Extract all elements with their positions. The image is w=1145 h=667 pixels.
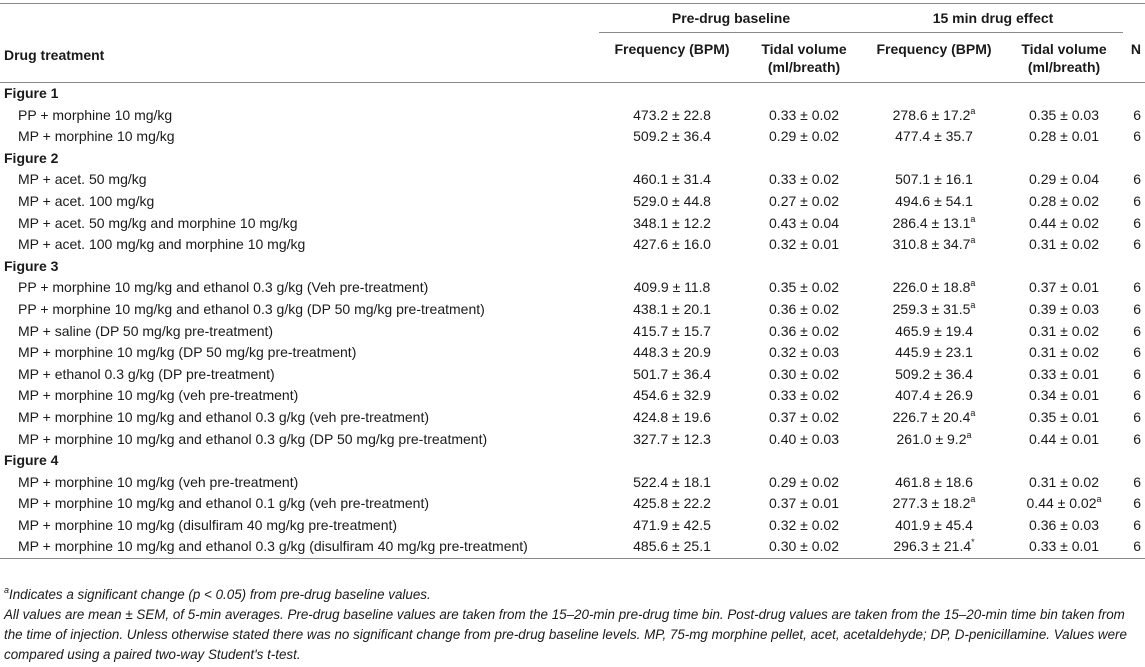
cell-pre-tidal <box>745 407 863 429</box>
cell-drug-treatment <box>0 126 599 148</box>
cell-n <box>1123 213 1145 235</box>
group-header-pre: Pre-drug baseline <box>599 4 863 33</box>
cell-drug-treatment-value: MP + saline (DP 50 mg/kg pre-treatment) <box>18 322 274 339</box>
cell-post-frequency-value: 509.2 ± 36.4 <box>895 365 973 382</box>
cell-post-tidal-value: 0.37 ± 0.01 <box>1029 279 1099 296</box>
cell-n-value: 6 <box>1133 495 1142 512</box>
table-row <box>0 321 1145 343</box>
section-row <box>0 148 1145 170</box>
cell-pre-tidal <box>745 342 863 364</box>
table-footnotes <box>4 585 1139 665</box>
cell-post-tidal <box>1005 213 1123 235</box>
cell-pre-tidal <box>745 234 863 256</box>
cell-pre-frequency-value: 529.0 ± 44.8 <box>633 192 711 209</box>
significance-marker: a <box>970 105 976 116</box>
cell-n-value: 6 <box>1133 473 1142 490</box>
table-row <box>0 472 1145 494</box>
cell-post-frequency-value: 407.4 ± 26.9 <box>895 387 973 404</box>
cell-post-tidal-value: 0.33 ± 0.01 <box>1029 365 1099 382</box>
cell-pre-frequency-value: 501.7 ± 36.4 <box>633 365 711 382</box>
cell-drug-treatment-value: PP + morphine 10 mg/kg and ethanol 0.3 g/kg (DP 50 mg/kg pre-treatment) <box>18 300 485 317</box>
cell-post-tidal-value: 0.44 ± 0.02 <box>1026 495 1097 512</box>
cell-pre-frequency <box>599 234 745 256</box>
cell-post-tidal <box>1005 277 1123 299</box>
significance-footnote: $^a$Indicates a significant change (p < 0.05) from pre-drug baseline values. <box>4 585 431 602</box>
cell-drug-treatment-value: MP + morphine 10 mg/kg (veh pre-treatment) <box>18 387 299 404</box>
cell-drug-treatment <box>0 213 599 235</box>
cell-pre-frequency <box>599 169 745 191</box>
cell-n <box>1123 472 1145 494</box>
cell-pre-frequency <box>599 407 745 429</box>
cell-drug-treatment-value: PP + morphine 10 mg/kg <box>18 106 173 123</box>
cell-pre-tidal <box>745 126 863 148</box>
table-row <box>0 536 1145 558</box>
cell-pre-frequency-value: 438.1 ± 20.1 <box>633 300 711 317</box>
table-row <box>0 407 1145 429</box>
cell-pre-tidal-value: 0.32 ± 0.03 <box>769 344 839 361</box>
cell-drug-treatment <box>0 234 599 256</box>
cell-post-frequency-value: 226.7 ± 20.4 <box>892 408 971 425</box>
cell-pre-tidal-value: 0.33 ± 0.02 <box>769 106 839 123</box>
cell-pre-tidal <box>745 191 863 213</box>
cell-post-frequency-value: 465.9 ± 19.4 <box>895 322 973 339</box>
cell-pre-tidal <box>745 385 863 407</box>
cell-pre-tidal <box>745 105 863 127</box>
cell-n <box>1123 191 1145 213</box>
cell-pre-frequency-value: 348.1 ± 12.2 <box>633 214 711 231</box>
cell-pre-frequency <box>599 472 745 494</box>
cell-post-frequency <box>863 105 1005 127</box>
cell-n-value: 6 <box>1133 430 1142 447</box>
cell-post-tidal-value: 0.31 ± 0.02 <box>1029 473 1099 490</box>
cell-pre-tidal-value: 0.36 ± 0.02 <box>769 300 839 317</box>
cell-pre-tidal <box>745 277 863 299</box>
cell-drug-treatment-value: MP + morphine 10 mg/kg <box>18 128 175 145</box>
cell-pre-frequency-value: 522.4 ± 18.1 <box>633 473 711 490</box>
cell-post-tidal <box>1005 105 1123 127</box>
cell-post-tidal-value: 0.39 ± 0.03 <box>1029 300 1099 317</box>
cell-drug-treatment-value: MP + morphine 10 mg/kg and ethanol 0.1 g/kg (veh pre-treatment) <box>18 495 430 512</box>
cell-post-frequency <box>863 385 1005 407</box>
cell-n-value: 6 <box>1133 408 1142 425</box>
cell-post-frequency <box>863 536 1005 558</box>
cell-post-frequency-value: 296.3 ± 21.4 <box>893 538 972 555</box>
cell-post-frequency-value: 277.3 ± 18.2 <box>892 495 971 512</box>
cell-n-value: 6 <box>1133 106 1142 123</box>
cell-pre-tidal-value: 0.40 ± 0.03 <box>769 430 839 447</box>
cell-post-tidal-value: 0.44 ± 0.01 <box>1029 430 1099 447</box>
cell-n-value: 6 <box>1133 538 1142 555</box>
significance-marker: * <box>971 537 975 548</box>
cell-post-tidal-value: 0.35 ± 0.03 <box>1029 106 1099 123</box>
cell-post-tidal <box>1005 126 1123 148</box>
table-row <box>0 493 1145 515</box>
cell-n <box>1123 385 1145 407</box>
cell-pre-frequency <box>599 191 745 213</box>
cell-pre-tidal <box>745 493 863 515</box>
cell-n-value: 6 <box>1133 192 1142 209</box>
cell-post-frequency-value: 310.8 ± 34.7 <box>892 236 971 253</box>
significance-marker: a <box>970 299 976 310</box>
cell-post-tidal <box>1005 407 1123 429</box>
cell-post-tidal <box>1005 342 1123 364</box>
cell-drug-treatment <box>0 169 599 191</box>
cell-n-value: 6 <box>1133 214 1142 231</box>
cell-pre-frequency-value: 471.9 ± 42.5 <box>633 516 711 533</box>
cell-pre-frequency <box>599 536 745 558</box>
cell-pre-frequency <box>599 126 745 148</box>
cell-n <box>1123 126 1145 148</box>
significance-marker: a <box>966 429 972 440</box>
table-row <box>0 191 1145 213</box>
cell-pre-tidal-value: 0.30 ± 0.02 <box>769 538 839 555</box>
cell-n <box>1123 277 1145 299</box>
cell-pre-frequency <box>599 277 745 299</box>
cell-drug-treatment <box>0 472 599 494</box>
cell-pre-frequency-value: 454.6 ± 32.9 <box>633 387 711 404</box>
cell-pre-frequency-value: 473.2 ± 22.8 <box>633 106 711 123</box>
cell-pre-tidal <box>745 429 863 451</box>
cell-post-tidal-value: 0.29 ± 0.04 <box>1029 171 1099 188</box>
cell-post-frequency-value: 261.0 ± 9.2 <box>896 430 967 447</box>
section-title: Figure 1 <box>4 85 59 101</box>
cell-pre-frequency <box>599 321 745 343</box>
cell-post-frequency <box>863 493 1005 515</box>
cell-pre-frequency-value: 460.1 ± 31.4 <box>633 171 711 188</box>
cell-post-frequency <box>863 299 1005 321</box>
table-row <box>0 169 1145 191</box>
cell-pre-tidal <box>745 472 863 494</box>
cell-n <box>1123 429 1145 451</box>
section-row <box>0 256 1145 278</box>
cell-n <box>1123 169 1145 191</box>
cell-post-tidal <box>1005 515 1123 537</box>
cell-pre-tidal <box>745 515 863 537</box>
cell-post-tidal-value: 0.31 ± 0.02 <box>1029 322 1099 339</box>
cell-drug-treatment-value: MP + acet. 100 mg/kg <box>18 192 155 209</box>
cell-pre-frequency <box>599 364 745 386</box>
cell-drug-treatment <box>0 321 599 343</box>
cell-pre-tidal-value: 0.29 ± 0.02 <box>769 128 839 145</box>
cell-post-tidal <box>1005 385 1123 407</box>
cell-post-frequency <box>863 191 1005 213</box>
cell-post-tidal <box>1005 234 1123 256</box>
cell-post-frequency-value: 494.6 ± 54.1 <box>895 192 973 209</box>
cell-post-frequency <box>863 126 1005 148</box>
cell-pre-frequency <box>599 105 745 127</box>
significance-marker: a <box>970 235 976 246</box>
data-table <box>0 3 1145 559</box>
cell-pre-tidal-value: 0.32 ± 0.02 <box>769 516 839 533</box>
cell-pre-frequency-value: 415.7 ± 15.7 <box>633 322 711 339</box>
general-footnote: All values are mean ± SEM, of 5-min averages. Pre-drug baseline values are taken from the 15–20-min pre-drug time bin. Post-drug values are taken from the 15–20-min time bin taken from the time of injection. Unless otherwise stated there was no significant change from pre-drug baseline levels. MP, 75-mg morphine pellet, acet, acetaldehyde; DP, D-penicillamine. Values were compared using a paired two-way Student's t-test. <box>4 607 1127 662</box>
cell-drug-treatment-value: MP + morphine 10 mg/kg and ethanol 0.3 g/kg (disulfiram 40 mg/kg pre-treatment) <box>18 538 528 555</box>
cell-drug-treatment <box>0 364 599 386</box>
cell-drug-treatment-value: MP + morphine 10 mg/kg (disulfiram 40 mg/kg pre-treatment) <box>18 516 398 533</box>
cell-pre-frequency-value: 485.6 ± 25.1 <box>633 538 711 555</box>
cell-pre-frequency <box>599 213 745 235</box>
cell-pre-tidal-value: 0.27 ± 0.02 <box>769 192 839 209</box>
cell-post-tidal-value: 0.36 ± 0.03 <box>1029 516 1099 533</box>
cell-pre-frequency-value: 448.3 ± 20.9 <box>633 344 711 361</box>
section-title: Figure 4 <box>4 452 59 469</box>
cell-drug-treatment-value: MP + acet. 50 mg/kg and morphine 10 mg/kg <box>18 214 298 231</box>
cell-n-value: 6 <box>1133 128 1142 145</box>
group-header-post: 15 min drug effect <box>863 4 1123 33</box>
cell-pre-frequency <box>599 515 745 537</box>
cell-post-frequency-value: 259.3 ± 31.5 <box>892 300 971 317</box>
column-header-post-frequency: Frequency (BPM) <box>863 33 1005 83</box>
cell-post-tidal-value: 0.31 ± 0.02 <box>1029 236 1099 253</box>
cell-drug-treatment <box>0 385 599 407</box>
cell-post-frequency <box>863 234 1005 256</box>
section-row <box>0 450 1145 472</box>
cell-n-value: 6 <box>1133 171 1142 188</box>
cell-drug-treatment <box>0 299 599 321</box>
column-header-post-tidal: Tidal volume (ml/breath) <box>1005 33 1123 83</box>
cell-pre-frequency <box>599 342 745 364</box>
cell-n-value: 6 <box>1133 387 1142 404</box>
cell-pre-frequency <box>599 429 745 451</box>
table-row <box>0 342 1145 364</box>
significance-marker: a <box>970 494 976 505</box>
cell-pre-tidal-value: 0.32 ± 0.01 <box>769 236 839 253</box>
table-row <box>0 364 1145 386</box>
cell-post-frequency <box>863 213 1005 235</box>
section-title: Figure 2 <box>4 149 59 166</box>
cell-drug-treatment-value: MP + morphine 10 mg/kg (veh pre-treatment) <box>18 473 299 490</box>
cell-post-frequency <box>863 321 1005 343</box>
cell-n-value: 6 <box>1133 236 1142 253</box>
cell-n <box>1123 299 1145 321</box>
significance-marker: a <box>970 278 976 289</box>
cell-n <box>1123 321 1145 343</box>
cell-drug-treatment <box>0 515 599 537</box>
table-row <box>0 385 1145 407</box>
cell-post-tidal <box>1005 429 1123 451</box>
significance-marker: a <box>1096 494 1102 505</box>
cell-drug-treatment <box>0 429 599 451</box>
cell-post-tidal <box>1005 191 1123 213</box>
cell-post-frequency <box>863 342 1005 364</box>
cell-drug-treatment <box>0 407 599 429</box>
cell-n <box>1123 515 1145 537</box>
cell-post-tidal <box>1005 493 1123 515</box>
cell-pre-tidal-value: 0.36 ± 0.02 <box>769 322 839 339</box>
cell-n <box>1123 105 1145 127</box>
cell-post-frequency-value: 445.9 ± 23.1 <box>895 344 973 361</box>
cell-post-frequency-value: 461.8 ± 18.6 <box>895 473 973 490</box>
cell-pre-tidal-value: 0.37 ± 0.01 <box>769 495 839 512</box>
table-row <box>0 105 1145 127</box>
column-header-pre-tidal: Tidal volume (ml/breath) <box>745 33 863 83</box>
cell-post-tidal <box>1005 169 1123 191</box>
cell-n-value: 6 <box>1133 516 1142 533</box>
cell-n-value: 6 <box>1133 322 1142 339</box>
cell-n <box>1123 536 1145 558</box>
column-header-n: N <box>1123 33 1145 83</box>
cell-pre-tidal-value: 0.43 ± 0.04 <box>769 214 839 231</box>
cell-post-frequency-value: 226.0 ± 18.8 <box>892 279 971 296</box>
cell-post-tidal-value: 0.34 ± 0.01 <box>1029 387 1099 404</box>
cell-post-tidal-value: 0.35 ± 0.01 <box>1029 408 1099 425</box>
column-header-pre-frequency: Frequency (BPM) <box>599 33 745 83</box>
cell-pre-frequency-value: 409.9 ± 11.8 <box>633 279 711 296</box>
table-row <box>0 299 1145 321</box>
cell-drug-treatment <box>0 493 599 515</box>
cell-post-tidal-value: 0.44 ± 0.02 <box>1029 214 1099 231</box>
cell-post-tidal <box>1005 472 1123 494</box>
cell-drug-treatment-value: MP + acet. 100 mg/kg and morphine 10 mg/kg <box>18 236 306 253</box>
cell-post-tidal <box>1005 364 1123 386</box>
cell-pre-tidal <box>745 213 863 235</box>
cell-pre-tidal-value: 0.30 ± 0.02 <box>769 365 839 382</box>
cell-pre-tidal <box>745 321 863 343</box>
cell-post-frequency <box>863 364 1005 386</box>
cell-post-frequency-value: 507.1 ± 16.1 <box>895 171 973 188</box>
cell-pre-frequency-value: 427.6 ± 16.0 <box>633 236 711 253</box>
cell-post-frequency <box>863 407 1005 429</box>
table-row <box>0 234 1145 256</box>
cell-post-tidal-value: 0.31 ± 0.02 <box>1029 344 1099 361</box>
table-header <box>0 4 1145 83</box>
table-row <box>0 213 1145 235</box>
cell-pre-tidal-value: 0.33 ± 0.02 <box>769 171 839 188</box>
cell-post-frequency <box>863 169 1005 191</box>
cell-drug-treatment-value: MP + morphine 10 mg/kg and ethanol 0.3 g/kg (DP 50 mg/kg pre-treatment) <box>18 430 488 447</box>
cell-pre-tidal-value: 0.33 ± 0.02 <box>769 387 839 404</box>
cell-pre-tidal <box>745 299 863 321</box>
table-row <box>0 515 1145 537</box>
cell-n-value: 6 <box>1133 344 1142 361</box>
table-row <box>0 126 1145 148</box>
cell-pre-frequency-value: 327.7 ± 12.3 <box>633 430 711 447</box>
cell-n <box>1123 342 1145 364</box>
table-body <box>0 83 1145 559</box>
cell-post-frequency-value: 477.4 ± 35.7 <box>895 128 973 145</box>
section-row <box>0 83 1145 105</box>
cell-drug-treatment-value: MP + morphine 10 mg/kg and ethanol 0.3 g/kg (veh pre-treatment) <box>18 408 430 425</box>
cell-pre-frequency <box>599 385 745 407</box>
significance-marker: a <box>970 407 976 418</box>
cell-n-value: 6 <box>1133 279 1142 296</box>
cell-post-frequency-value: 401.9 ± 45.4 <box>895 516 973 533</box>
cell-drug-treatment-value: PP + morphine 10 mg/kg and ethanol 0.3 g/kg (Veh pre-treatment) <box>18 279 429 296</box>
cell-pre-frequency-value: 425.8 ± 22.2 <box>633 495 711 512</box>
table-row <box>0 277 1145 299</box>
cell-post-frequency <box>863 472 1005 494</box>
cell-drug-treatment-value: MP + ethanol 0.3 g/kg (DP pre-treatment) <box>18 365 275 382</box>
footnote-marker: a <box>4 585 10 595</box>
cell-drug-treatment-value: MP + morphine 10 mg/kg (DP 50 mg/kg pre-treatment) <box>18 344 357 361</box>
cell-drug-treatment <box>0 105 599 127</box>
cell-drug-treatment <box>0 342 599 364</box>
cell-n <box>1123 234 1145 256</box>
section-title: Figure 3 <box>4 257 59 274</box>
significance-marker: a <box>970 213 976 224</box>
cell-n-value: 6 <box>1133 300 1142 317</box>
cell-pre-tidal-value: 0.35 ± 0.02 <box>769 279 839 296</box>
cell-drug-treatment <box>0 277 599 299</box>
column-header-drug-treatment: Drug treatment <box>0 33 599 83</box>
cell-post-tidal-value: 0.28 ± 0.01 <box>1029 128 1099 145</box>
cell-n <box>1123 364 1145 386</box>
cell-post-frequency-value: 286.4 ± 13.1 <box>892 214 971 231</box>
cell-n-value: 6 <box>1133 365 1142 382</box>
cell-pre-tidal-value: 0.37 ± 0.02 <box>769 408 839 425</box>
cell-post-tidal <box>1005 321 1123 343</box>
cell-post-frequency <box>863 277 1005 299</box>
cell-pre-frequency <box>599 299 745 321</box>
cell-post-frequency <box>863 429 1005 451</box>
cell-drug-treatment <box>0 191 599 213</box>
cell-n <box>1123 493 1145 515</box>
cell-post-frequency-value: 278.6 ± 17.2 <box>892 106 971 123</box>
cell-post-frequency <box>863 515 1005 537</box>
cell-pre-tidal <box>745 169 863 191</box>
cell-pre-tidal <box>745 536 863 558</box>
cell-post-tidal-value: 0.28 ± 0.02 <box>1029 192 1099 209</box>
cell-drug-treatment-value: MP + acet. 50 mg/kg <box>18 171 147 188</box>
cell-post-tidal-value: 0.33 ± 0.01 <box>1029 538 1099 555</box>
cell-post-tidal <box>1005 536 1123 558</box>
cell-pre-frequency-value: 424.8 ± 19.6 <box>633 408 711 425</box>
cell-n <box>1123 407 1145 429</box>
cell-post-tidal <box>1005 299 1123 321</box>
table-row <box>0 429 1145 451</box>
cell-pre-frequency <box>599 493 745 515</box>
cell-pre-tidal-value: 0.29 ± 0.02 <box>769 473 839 490</box>
cell-pre-frequency-value: 509.2 ± 36.4 <box>633 128 711 145</box>
cell-drug-treatment <box>0 536 599 558</box>
cell-pre-tidal <box>745 364 863 386</box>
